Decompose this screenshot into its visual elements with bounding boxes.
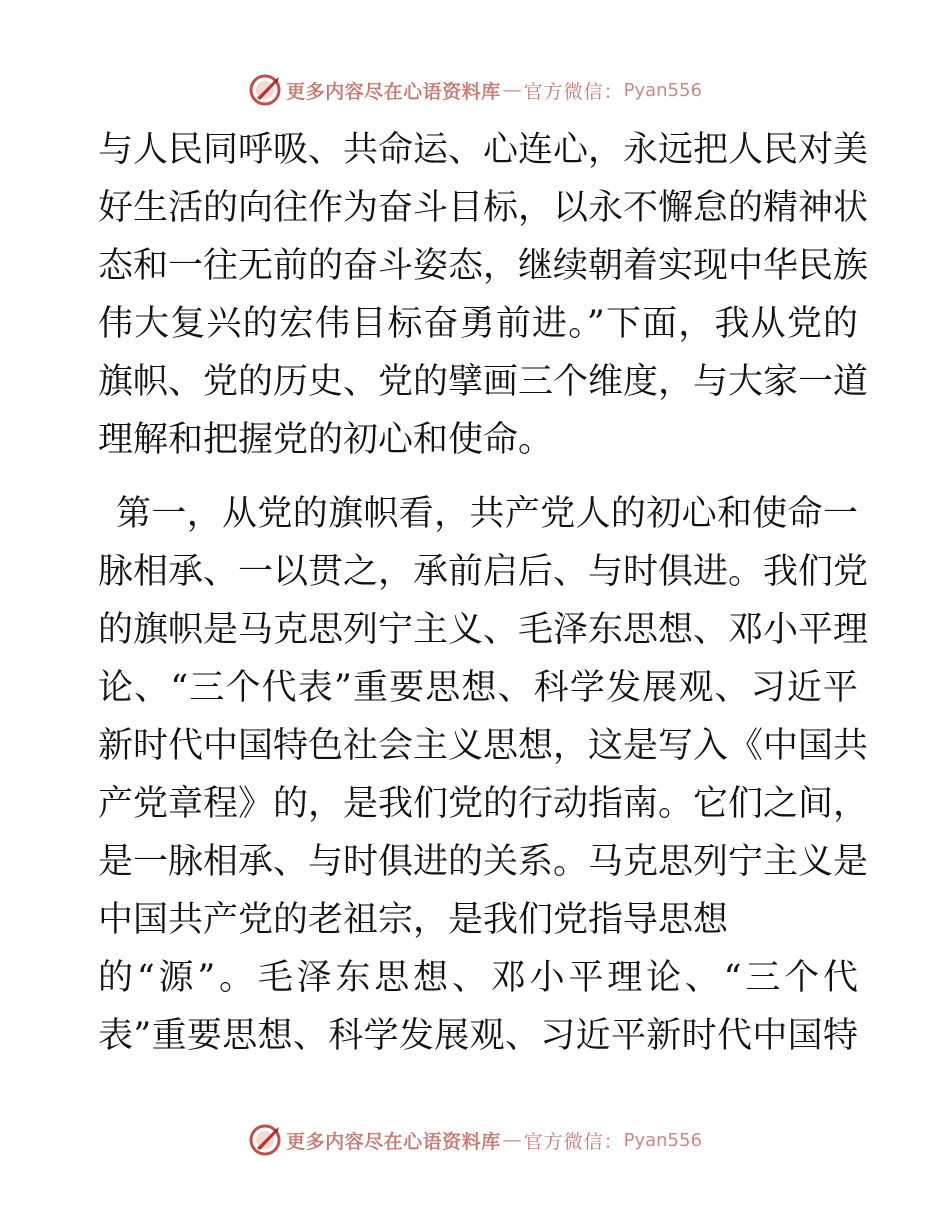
text-line: 论、“三个代表”重要思想、科学发展观、习近平	[98, 668, 858, 708]
header-banner	[0, 70, 950, 110]
footer-wechat-label: 官方微信：	[523, 1130, 624, 1153]
text-line: 与人民同呼吸、共命运、心连心，永远把人民对美	[98, 130, 869, 170]
header-wechat-label: 官方微信：	[523, 80, 624, 103]
text-line: 的旗帜是马克思列宁主义、毛泽东思想、邓小平理	[98, 610, 869, 650]
text-line: 理解和把握党的初心和使命。	[98, 420, 554, 460]
text-line: 是一脉相承、与时俱进的关系。马克思列宁主义是	[98, 842, 869, 882]
text-line: 第一，从党的旗帜看，共产党人的初心和使命一	[116, 494, 858, 534]
text-line: 中国共产党的老祖宗，是我们党指导思想	[98, 900, 729, 940]
text-line: 产党章程》的，是我们党的行动指南。它们之间，	[98, 784, 869, 824]
text-line: 伟大复兴的宏伟目标奋勇前进。”下面，我从党的	[98, 304, 858, 344]
text-line: 的“源”。毛泽东思想、邓小平理论、“三个代	[98, 958, 858, 998]
header-separator: —	[502, 79, 522, 101]
paragraph-gap	[98, 469, 858, 485]
document-body	[98, 121, 869, 1065]
footer-separator: —	[502, 1129, 522, 1151]
text-line: 表”重要思想、科学发展观、习近平新时代中国特	[98, 1016, 858, 1056]
header-site-name: 更多内容尽在心语资料库	[286, 80, 501, 103]
header-wechat-id: Pyan556	[623, 79, 702, 101]
footer-site-name: 更多内容尽在心语资料库	[286, 1130, 501, 1153]
footer-wechat-id: Pyan556	[623, 1129, 702, 1151]
footer-banner	[0, 1120, 950, 1160]
text-line: 态和一往无前的奋斗姿态，继续朝着实现中华民族	[98, 246, 869, 286]
quill-circle-logo-icon	[248, 1123, 282, 1157]
text-line: 好生活的向往作为奋斗目标，以永不懈怠的精神状	[98, 188, 869, 228]
text-line: 旗帜、党的历史、党的擘画三个维度，与大家一道	[98, 362, 869, 402]
text-line: 脉相承、一以贯之，承前启后、与时俱进。我们党	[98, 552, 869, 592]
text-line: 新时代中国特色社会主义思想，这是写入《中国共	[98, 726, 869, 766]
quill-circle-logo-icon	[248, 73, 282, 107]
